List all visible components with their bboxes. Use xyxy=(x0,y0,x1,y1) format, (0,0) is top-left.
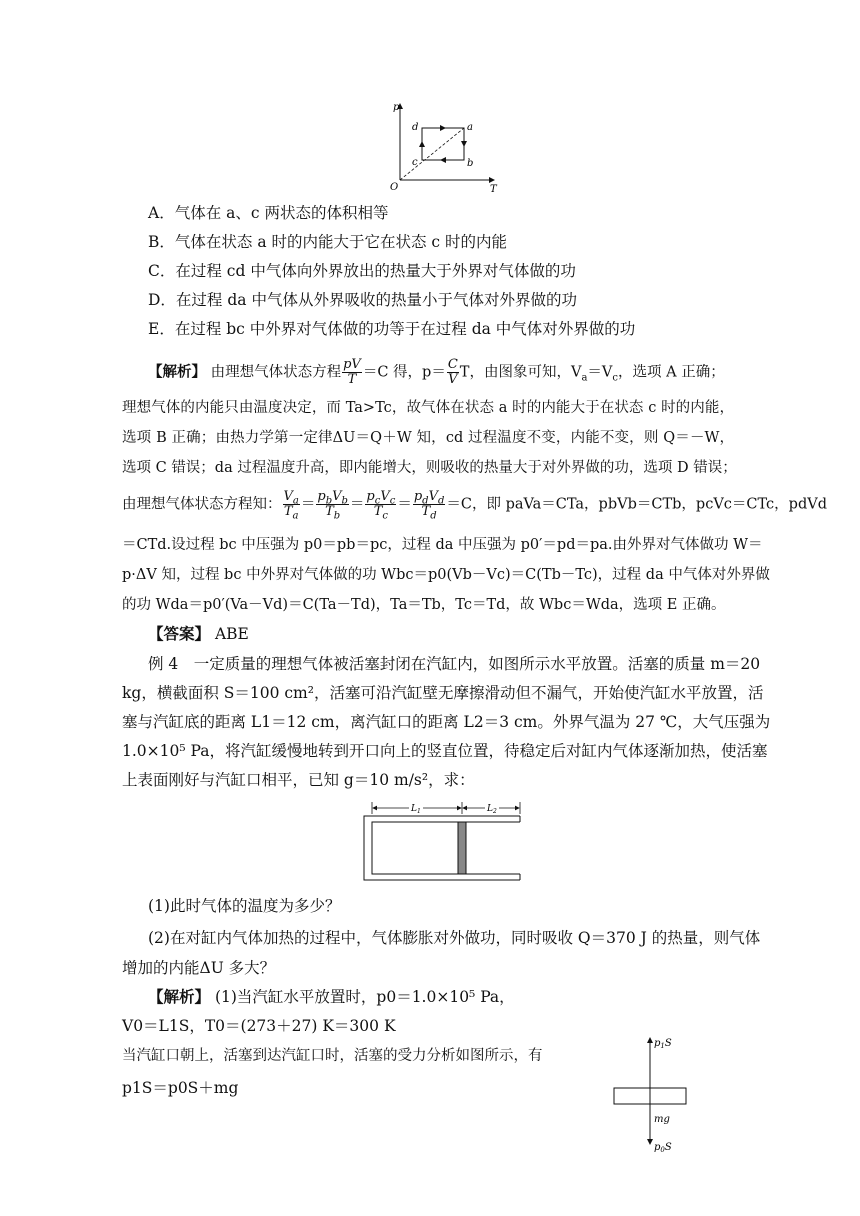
fraction-pv-t: $\frac{pV}{T}$ xyxy=(343,357,361,387)
label-p1s: $p_1S$ xyxy=(654,1038,672,1050)
question-1: (1)此时气体的温度为多少？ xyxy=(148,897,341,915)
fraction-va-ta: $\frac{V_a}{T_a}$ xyxy=(283,489,299,522)
label-b: b xyxy=(467,158,474,169)
example4-line5: 上表面刚好与汽缸口相平，已知 g＝10 m/s²，求： xyxy=(122,771,475,789)
cycle-rect xyxy=(422,128,464,160)
fraction-c-v: $\frac{C}{V}$ xyxy=(447,357,458,387)
analysis1-line4: 选项 C 错误；da 过程温度升高，即内能增大，则吸收的热量大于对外界做的功，选项 D 错误； xyxy=(122,460,737,476)
analysis1-line5: 由理想气体状态方程知： $\frac{V_a}{T_a}$ ＝ $\frac{p_bV_b}{T_b}$ ＝ $\frac{p_cV_c}{T_c}$ ＝ $\frac{p_dV_d}{T_d}$ ＝C，即 paVa＝CTa，pbVb＝CTb，pcVc＝CTc，pdVd xyxy=(122,489,827,522)
label-t: T xyxy=(490,184,497,194)
analysis1-line1: 【解析】 由理想气体状态方程 $\frac{pV}{T}$ ＝C 得，p＝ $\frac{C}{V}$ T，由图象可知，$V_a=V_c$，选项 A 正确； xyxy=(148,357,725,387)
option-c: C．在过程 cd 中气体向外界放出的热量大于外界对气体做的功 xyxy=(148,262,576,280)
answer-tag: 【答案】 xyxy=(148,624,211,643)
pt-graph xyxy=(378,98,508,194)
label-p0s: $p_0S$ xyxy=(654,1142,672,1154)
analysis2-line4: p1S＝p0S＋mg xyxy=(122,1079,239,1097)
option-e: E．在过程 bc 中外界对气体做的功等于在过程 da 中气体对外界做的功 xyxy=(148,320,636,338)
analysis1-line6: ＝CTd.设过程 bc 中压强为 p0＝pb＝pc，过程 da 中压强为 p0′＝pd＝pa.由外界对气体做功 W＝ xyxy=(122,537,763,553)
answer-line xyxy=(148,624,249,644)
analysis2-line1: 【解析】 (1)当汽缸水平放置时，p0＝1.0×10⁵ Pa， xyxy=(148,987,515,1006)
example4-line2: kg，横截面积 S＝100 cm²，活塞可沿汽缸壁无摩擦滑动但不漏气，开始使汽缸水平放置，活 xyxy=(122,684,764,702)
fraction-pbvb-tb: $\frac{p_bV_b}{T_b}$ xyxy=(317,489,348,522)
example4-line1: 例 4 一定质量的理想气体被活塞封闭在汽缸内，如图所示水平放置。活塞的质量 m＝20 xyxy=(148,655,761,673)
label-l2: $L_2$ xyxy=(487,804,497,815)
answer-value: ABE xyxy=(214,625,249,643)
analysis1-line8: 的功 Wda＝p0′(Va－Vd)＝C(Ta－Td)，Ta＝Tb，Tc＝Td，故 Wbc＝Wda，选项 E 正确。 xyxy=(122,597,726,613)
question-2-line1: (2)在对缸内气体加热的过程中，气体膨胀对外做功，同时吸收 Q＝370 J 的热量，则气体 xyxy=(148,929,761,947)
analysis2-line2: V0＝L1S，T0＝(273＋27) K＝300 K xyxy=(122,1017,396,1035)
label-p: p xyxy=(393,102,400,113)
label-o: O xyxy=(390,182,399,193)
label-c: c xyxy=(412,157,418,168)
label-l1: $L_1$ xyxy=(411,804,421,815)
analysis1-line3: 选项 B 正确；由热力学第一定律ΔU＝Q＋W 知，cd 过程温度不变，内能不变，则 Q＝－W， xyxy=(122,430,734,446)
option-b: B．气体在状态 a 时的内能大于它在状态 c 时的内能 xyxy=(148,233,508,251)
example4-line3: 塞与汽缸底的距离 L1＝12 cm，离汽缸口的距离 L2＝3 cm。外界气温为 27 ℃，大气压强为 xyxy=(122,713,771,731)
label-mg: mg xyxy=(654,1114,670,1125)
force-diagram xyxy=(608,1032,704,1156)
option-d: D．在过程 da 中气体从外界吸收的热量小于气体对外界做的功 xyxy=(148,291,577,309)
analysis2-line3: 当汽缸口朝上，活塞到达汽缸口时，活塞的受力分析如图所示，有 xyxy=(122,1048,543,1064)
piston xyxy=(458,822,466,874)
question-2-line2: 增加的内能ΔU 多大？ xyxy=(122,959,276,977)
label-a: a xyxy=(467,122,473,133)
analysis1-tag: 【解析】 xyxy=(148,363,206,381)
analysis2-tag: 【解析】 xyxy=(148,987,211,1006)
fraction-pcvc-tc: $\frac{p_cV_c}{T_c}$ xyxy=(366,489,396,522)
fraction-pdvd-td: $\frac{p_dV_d}{T_d}$ xyxy=(413,489,445,522)
example4-line4: 1.0×10⁵ Pa，将汽缸缓慢地转到开口向上的竖直位置，待稳定后对缸内气体逐渐加热，使活塞 xyxy=(122,742,768,760)
analysis1-line7: p·ΔV 知，过程 bc 中外界对气体做的功 Wbc＝p0(Vb－Vc)＝C(Tb－Tc)，过程 da 中气体对外界做 xyxy=(122,567,770,583)
dashed-line xyxy=(400,128,464,180)
option-a: A．气体在 a、c 两状态的体积相等 xyxy=(148,204,389,222)
analysis1-line2: 理想气体的内能只由温度决定，而 Ta>Tc，故气体在状态 a 时的内能大于在状态 c 时的内能， xyxy=(122,400,734,416)
label-d: d xyxy=(412,122,419,133)
cylinder-diagram xyxy=(360,798,530,886)
